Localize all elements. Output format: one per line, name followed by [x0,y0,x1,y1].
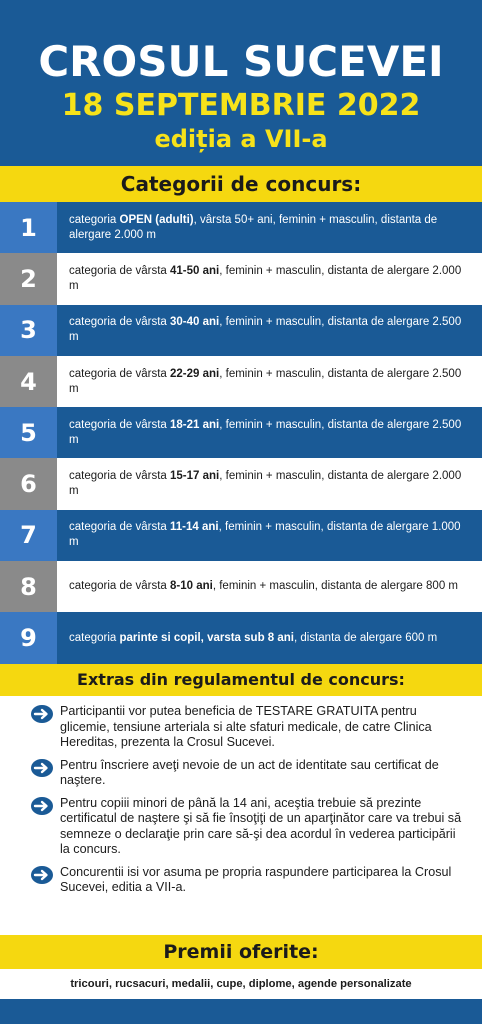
arrow-right-circle-icon [30,704,54,724]
category-text-pre: categoria de vârsta [69,470,171,483]
category-description [57,407,482,458]
arrow-right-circle-icon [30,758,54,778]
category-text-pre: categoria de vârsta [69,580,171,593]
category-row [0,305,482,356]
category-description [57,561,482,612]
regulation-item [30,758,462,789]
arrow-right-circle-icon [30,796,54,816]
category-number: 5 [0,407,57,458]
category-text-post: , feminin + masculin, distanta de alergare 2.000 m [69,264,462,292]
category-description [57,510,482,561]
category-text-highlight: 41-50 ani [170,264,220,277]
category-text-highlight: OPEN (adulti) [119,213,194,226]
regulations-heading: Extras din regulamentul de concurs: [0,664,482,696]
event-date: 18 SEPTEMBRIE 2022 [61,88,421,123]
category-text-post: , feminin + masculin, distanta de alergare 2.000 m [69,470,462,498]
category-number: 6 [0,458,57,509]
category-number: 1 [0,202,57,253]
category-row [0,612,482,663]
regulation-text: Pentru înscriere aveţi nevoie de un act de identitate sau certificat de naştere. [60,757,439,787]
regulations-list [0,696,482,935]
categories-list [0,202,482,664]
categories-heading: Categorii de concurs: [0,166,482,202]
category-description [57,612,482,663]
event-title: CROSUL SUCEVEI [38,37,444,86]
category-number: 3 [0,305,57,356]
regulation-item [30,704,462,751]
category-row [0,458,482,509]
category-row [0,510,482,561]
category-description [57,305,482,356]
category-description [57,356,482,407]
regulation-text: Pentru copiii minori de până la 14 ani, aceştia trebuie să prezinte certificatul de naştere şi să fie însoţiţi de un aparţinător care va trebui să semneze o declaraţie prin care să-şi dea acordul în vederea participării la concurs. [60,795,462,856]
category-description [57,202,482,253]
regulation-item [30,796,462,858]
poster-header [0,0,482,166]
regulation-text: Participantii vor putea beneficia de TESTARE GRATUITA pentru glicemie, tensiune arteriala si alte sfaturi medicale, de catre Clinica Hereditas, prezenta la Crosul Sucevei. [60,704,432,749]
category-number: 2 [0,253,57,304]
category-text-post: , feminin + masculin, distanta de alergare 2.500 m [69,367,462,395]
category-text-highlight: 18-21 ani [170,418,220,431]
category-text-post: , feminin + masculin, distanta de alergare 2.500 m [69,316,462,344]
category-text-pre: categoria de vârsta [69,367,171,380]
prizes-text: tricouri, rucsacuri, medalii, cupe, diplome, agende personalizate [0,969,482,999]
category-text-pre: categoria de vârsta [69,521,171,534]
event-edition: ediția a VII-a [154,125,328,153]
category-number: 8 [0,561,57,612]
category-text-highlight: 11-14 ani [170,521,219,534]
arrow-right-circle-icon [30,865,54,885]
category-row [0,356,482,407]
category-number: 4 [0,356,57,407]
category-row [0,407,482,458]
category-text-pre: categoria de vârsta [69,264,171,277]
category-text-post: , feminin + masculin, distanta de alergare 800 m [212,580,458,593]
category-description [57,253,482,304]
regulation-text: Concurentii isi vor asuma pe propria raspundere participarea la Crosul Sucevei, editia a VII-a. [60,864,452,894]
category-text-post: , vârsta 50+ ani, feminin + masculin, distanta de alergare 2.000 m [69,213,438,241]
category-row [0,202,482,253]
category-row [0,561,482,612]
prizes-heading: Premii oferite: [0,935,482,969]
category-text-highlight: parinte si copil, varsta sub 8 ani [119,631,294,644]
category-text-post: , feminin + masculin, distanta de alergare 1.000 m [69,521,461,549]
category-text-highlight: 8-10 ani [170,580,213,593]
category-text-post: , distanta de alergare 600 m [294,631,438,644]
category-text-highlight: 15-17 ani [170,470,220,483]
category-description [57,458,482,509]
category-text-pre: categoria de vârsta [69,418,171,431]
category-text-pre: categoria [69,213,120,226]
footer-bar [0,999,482,1024]
category-text-highlight: 22-29 ani [170,367,220,380]
category-number: 9 [0,612,57,663]
category-text-post: , feminin + masculin, distanta de alergare 2.500 m [69,418,462,446]
category-text-pre: categoria [69,631,120,644]
category-row [0,253,482,304]
category-text-pre: categoria de vârsta [69,316,171,329]
category-text-highlight: 30-40 ani [170,316,220,329]
category-number: 7 [0,510,57,561]
regulation-item [30,865,462,896]
